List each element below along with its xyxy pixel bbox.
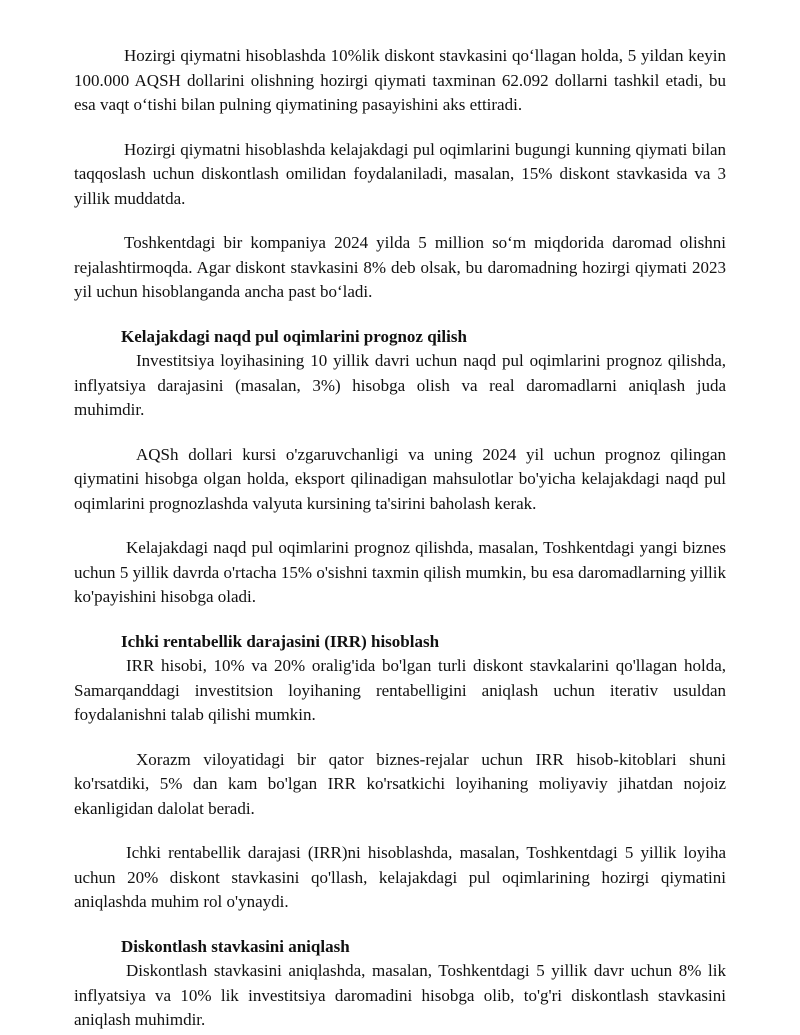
paragraph-irr-tashkent: Ichki rentabellik darajasi (IRR)ni hisoblashda, masalan, Toshkentdagi 5 yillik loyiha uchun 20% diskont stavkasini qo'llash, kelajakdagi pul oqimlarining hozirgi qiymatini aniqlashda muhim rol o'ynaydi. [74, 843, 726, 911]
paragraph-usd-exchange-rate: AQSh dollari kursi o'zgaruvchanligi va uning 2024 yil uchun prognoz qilingan qiymatini hisobga olgan holda, eksport qilinadigan mahsulotlar bo'yicha kelajakdagi naqd pul oqimlarini prognozlashda valyuta kursining ta'sirini baholash kerak. [74, 444, 726, 513]
section-heading-cash-flow-forecast: Kelajakdagi naqd pul oqimlarini prognoz qilish [121, 326, 467, 346]
document-page [74, 44, 726, 1033]
paragraph-present-value-example: Hozirgi qiymatni hisoblashda 10%lik diskont stavkasini qo‘llagan holda, 5 yildan keyin 100.000 AQSH dollarini olishning hozirgi qiymati taxminan 62.092 dollarni tashkil etadi, bu esa vaqt o‘tishi bilan pulning qiymatining pasayishini aks ettiradi. [74, 46, 726, 114]
paragraph-tashkent-company: Toshkentdagi bir kompaniya 2024 yilda 5 million so‘m miqdorida daromad olishni rejalashtirmoqda. Agar diskont stavkasini 8% deb olsak, bu daromadning hozirgi qiymati 2023 yil uchun hisoblanganda ancha past bo‘ladi. [74, 233, 726, 301]
paragraph-irr-samarkand: IRR hisobi, 10% va 20% oralig'ida bo'lgan turli diskont stavkalarini qo'llagan holda, Samarqanddagi investitsion loyihaning rentabelligini aniqlash uchun iterativ usuldan foydalanishni talab qilishi mumkin. [74, 656, 726, 724]
paragraph-discount-rate: Diskontlash stavkasini aniqlashda, masalan, Toshkentdagi 5 yillik davr uchun 8% lik inflyatsiya va 10% lik investitsiya daromadini hisobga olib, to'g'ri diskontlash stavkasini aniqlash muhimdir. [74, 961, 726, 1029]
paragraph-irr-khorezm: Xorazm viloyatidagi bir qator biznes-rejalar uchun IRR hisob-kitoblari shuni ko'rsatdiki, 5% dan kam bo'lgan IRR ko'rsatkichi loyihaning moliyaviy jihatdan nojoiz ekanligidan dalolat beradi. [74, 749, 726, 818]
section-heading-irr: Ichki rentabellik darajasini (IRR) hisoblash [121, 631, 440, 651]
paragraph-new-business-growth: Kelajakdagi naqd pul oqimlarini prognoz qilishda, masalan, Toshkentdagi yangi biznes uchun 5 yillik davrda o'rtacha 15% o'sishni taxmin qilish mumkin, bu esa daromadlarning yillik ko'payishini hisobga oladi. [74, 538, 726, 606]
paragraph-investment-project: Investitsiya loyihasining 10 yillik davri uchun naqd pul oqimlarini prognoz qilishda, inflyatsiya darajasini (masalan, 3%) hisobga olish va real daromadlarni aniqlash juda muhimdir. [74, 351, 726, 419]
section-heading-discount-rate: Diskontlash stavkasini aniqlash [121, 936, 350, 956]
paragraph-discount-factor: Hozirgi qiymatni hisoblashda kelajakdagi pul oqimlarini bugungi kunning qiymati bilan taqqoslash uchun diskontlash omilidan foydalaniladi, masalan, 15% diskont stavkasida va 3 yillik muddatda. [74, 139, 726, 208]
